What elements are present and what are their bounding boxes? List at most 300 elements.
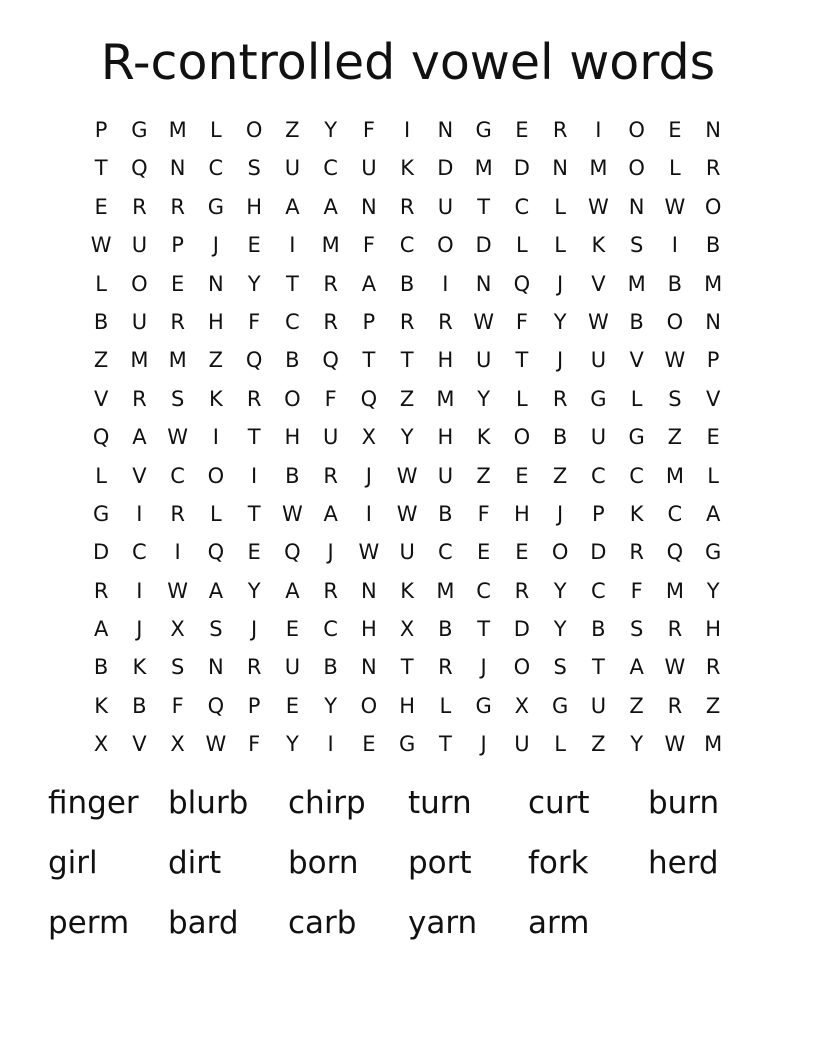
grid-letter: A: [132, 425, 147, 450]
grid-letter: R: [667, 693, 683, 718]
grid-letter: T: [400, 348, 414, 373]
grid-row: [82, 610, 734, 648]
grid-letter: M: [168, 118, 187, 142]
grid-letter: Q: [207, 693, 225, 718]
grid-letter: S: [247, 156, 261, 181]
grid-letter: N: [437, 118, 454, 142]
grid-letter: L: [707, 463, 719, 488]
grid-letter: J: [480, 655, 487, 680]
word-list: [48, 773, 768, 953]
grid-letter: B: [323, 655, 338, 680]
grid-letter: Z: [667, 425, 683, 450]
grid-letter: N: [705, 118, 721, 142]
grid-letter: C: [399, 233, 415, 258]
grid-letter: W: [664, 732, 686, 757]
grid-letter: E: [247, 540, 261, 565]
grid-letter: C: [323, 617, 338, 642]
grid-letter: H: [246, 194, 263, 219]
grid-letter: N: [169, 156, 186, 181]
grid-letter: I: [136, 501, 143, 526]
grid-letter: R: [323, 271, 338, 296]
grid-letter: U: [284, 655, 301, 680]
grid-letter: O: [666, 309, 684, 334]
grid-letter: B: [591, 617, 606, 642]
grid-letter: Z: [591, 732, 606, 757]
grid-letter: R: [552, 118, 568, 142]
grid-letter: N: [361, 655, 377, 680]
grid-letter: O: [513, 655, 531, 680]
grid-letter: O: [628, 118, 645, 142]
grid-letter: M: [436, 386, 455, 411]
grid-letter: J: [557, 348, 564, 373]
grid-letter: L: [516, 386, 528, 411]
grid-letter: L: [630, 386, 643, 411]
grid-row: [82, 687, 734, 725]
grid-letter: Q: [207, 540, 225, 565]
grid-letter: R: [170, 194, 185, 219]
grid-letter: L: [95, 271, 107, 296]
grid-letter: O: [551, 540, 569, 565]
grid-letter: E: [170, 271, 185, 296]
grid-letter: Y: [630, 732, 644, 757]
grid-letter: Q: [322, 348, 339, 373]
grid-letter: H: [284, 425, 301, 450]
grid-letter: A: [285, 194, 300, 219]
grid-letter: L: [554, 732, 566, 757]
grid-letter: W: [281, 501, 303, 526]
grid-letter: H: [437, 425, 454, 450]
grid-letter: N: [628, 194, 645, 219]
grid-letter: M: [436, 578, 455, 603]
grid-letter: D: [93, 540, 110, 565]
grid-letter: R: [705, 156, 721, 181]
grid-letter: F: [248, 732, 261, 757]
grid-row: [82, 188, 734, 226]
grid-letter: J: [557, 501, 564, 526]
grid-letter: E: [706, 425, 720, 450]
grid-letter: X: [514, 693, 530, 718]
grid-letter: V: [132, 463, 147, 488]
grid-letter: W: [396, 463, 418, 488]
grid-letter: R: [170, 501, 185, 526]
grid-letter: O: [513, 425, 531, 450]
grid-letter: M: [589, 156, 608, 181]
grid-letter: E: [285, 693, 300, 718]
grid-letter: P: [362, 309, 376, 334]
grid-letter: L: [554, 233, 566, 258]
grid-letter: I: [442, 271, 449, 296]
grid-letter: G: [131, 118, 148, 142]
grid-letter: G: [551, 693, 569, 718]
grid-letter: U: [437, 463, 454, 488]
word-list-item: herd: [648, 845, 719, 881]
grid-letter: Y: [247, 271, 261, 296]
grid-letter: W: [664, 194, 686, 219]
grid-letter: Y: [285, 732, 299, 757]
grid-letter: R: [705, 655, 721, 680]
grid-letter: T: [515, 348, 529, 373]
grid-letter: R: [93, 578, 109, 603]
grid-letter: K: [476, 425, 491, 450]
grid-letter: F: [171, 693, 184, 718]
grid-letter: Q: [666, 540, 684, 565]
grid-letter: Y: [324, 118, 338, 142]
grid-letter: Q: [131, 156, 148, 181]
word-list-item: arm: [528, 905, 590, 941]
grid-letter: B: [285, 463, 300, 488]
grid-letter: E: [515, 463, 529, 488]
grid-letter: X: [93, 732, 109, 757]
grid-letter: F: [324, 386, 337, 411]
grid-letter: S: [668, 386, 682, 411]
grid-letter: F: [362, 118, 375, 142]
grid-letter: I: [595, 118, 602, 142]
grid-letter: Q: [92, 425, 110, 450]
grid-letter: W: [587, 194, 609, 219]
grid-letter: L: [439, 693, 452, 718]
grid-letter: U: [322, 425, 339, 450]
grid-letter: V: [705, 386, 721, 411]
grid-letter: C: [667, 501, 683, 526]
grid-letter: M: [168, 348, 187, 373]
grid-letter: N: [208, 655, 224, 680]
grid-letter: C: [208, 156, 224, 181]
grid-letter: Z: [476, 463, 491, 488]
grid-letter: B: [438, 501, 453, 526]
word-list-row: [48, 773, 768, 833]
grid-letter: V: [132, 732, 147, 757]
grid-letter: Z: [399, 386, 415, 411]
grid-letter: F: [362, 233, 375, 258]
grid-letter: U: [284, 156, 301, 181]
word-list-item: dirt: [168, 845, 222, 881]
grid-letter: T: [362, 348, 376, 373]
grid-letter: C: [285, 309, 300, 334]
grid-letter: E: [362, 732, 376, 757]
grid-letter: C: [629, 463, 644, 488]
grid-letter: U: [131, 309, 148, 334]
grid-row: [82, 111, 734, 149]
grid-letter: X: [170, 732, 185, 757]
grid-letter: Y: [247, 578, 261, 603]
grid-letter: E: [285, 617, 300, 642]
grid-letter: O: [628, 156, 645, 181]
grid-letter: F: [477, 501, 490, 526]
grid-letter: W: [205, 732, 227, 757]
grid-letter: O: [284, 386, 301, 411]
word-list-item: yarn: [408, 905, 478, 941]
grid-letter: Z: [93, 348, 109, 373]
grid-letter: X: [399, 617, 415, 642]
grid-letter: A: [208, 578, 224, 603]
grid-letter: K: [132, 655, 147, 680]
grid-letter: I: [251, 463, 258, 488]
word-list-item: curt: [528, 785, 590, 821]
grid-letter: N: [361, 578, 377, 603]
grid-letter: I: [327, 732, 334, 757]
grid-letter: C: [170, 463, 185, 488]
word-list-item: port: [408, 845, 472, 881]
grid-letter: U: [514, 732, 530, 757]
grid-letter: C: [476, 578, 491, 603]
grid-letter: X: [361, 425, 377, 450]
grid-letter: C: [132, 540, 147, 565]
grid-letter: B: [132, 693, 147, 718]
grid-letter: M: [474, 156, 493, 181]
grid-letter: G: [704, 540, 722, 565]
grid-letter: A: [285, 578, 300, 603]
grid-letter: W: [664, 348, 686, 373]
grid-letter: A: [93, 617, 109, 642]
grid-letter: U: [361, 156, 377, 181]
grid-letter: W: [664, 655, 686, 680]
grid-letter: V: [591, 271, 606, 296]
grid-letter: E: [515, 540, 529, 565]
grid-letter: A: [705, 501, 721, 526]
grid-letter: G: [398, 732, 416, 757]
grid-row: [82, 457, 734, 495]
grid-letter: Y: [553, 309, 567, 334]
grid-letter: U: [590, 693, 607, 718]
grid-letter: T: [400, 655, 414, 680]
grid-letter: A: [323, 501, 338, 526]
grid-letter: I: [289, 233, 296, 258]
grid-letter: R: [323, 309, 338, 334]
grid-letter: T: [247, 501, 261, 526]
grid-letter: N: [208, 271, 224, 296]
grid-letter: E: [515, 118, 529, 142]
grid-letter: O: [131, 271, 148, 296]
grid-letter: P: [171, 233, 184, 258]
grid-letter: F: [630, 578, 643, 603]
grid-letter: Z: [629, 693, 644, 718]
grid-letter: U: [590, 425, 607, 450]
grid-letter: L: [516, 233, 528, 258]
grid-letter: U: [399, 540, 415, 565]
grid-letter: J: [212, 233, 219, 258]
grid-letter: B: [93, 309, 109, 334]
grid-letter: R: [399, 194, 415, 219]
grid-letter: Y: [477, 386, 491, 411]
grid-letter: E: [668, 118, 682, 142]
grid-letter: T: [477, 194, 491, 219]
word-list-item: chirp: [288, 785, 366, 821]
grid-letter: P: [94, 118, 108, 142]
grid-letter: N: [552, 156, 568, 181]
grid-letter: M: [130, 348, 149, 373]
grid-letter: Y: [400, 425, 414, 450]
grid-letter: S: [553, 655, 567, 680]
grid-letter: I: [136, 578, 143, 603]
grid-letter: I: [365, 501, 372, 526]
grid-letter: W: [167, 425, 188, 450]
grid-letter: R: [438, 309, 453, 334]
grid-letter: Y: [553, 617, 567, 642]
grid-row: [82, 149, 734, 187]
grid-letter: L: [210, 501, 222, 526]
grid-letter: S: [629, 617, 644, 642]
word-list-item: bard: [168, 905, 239, 941]
grid-letter: S: [170, 386, 185, 411]
grid-letter: O: [245, 118, 263, 142]
grid-letter: G: [92, 501, 110, 526]
word-list-item: carb: [288, 905, 357, 941]
grid-letter: D: [513, 156, 530, 181]
grid-letter: H: [705, 617, 722, 642]
grid-letter: P: [706, 348, 720, 373]
grid-letter: H: [207, 309, 224, 334]
grid-letter: W: [396, 501, 418, 526]
grid-letter: B: [399, 271, 415, 296]
grid-letter: G: [590, 386, 607, 411]
grid-letter: H: [437, 348, 454, 373]
grid-letter: M: [704, 732, 723, 757]
grid-letter: G: [207, 194, 225, 219]
grid-letter: X: [170, 617, 185, 642]
page-title: R-controlled vowel words: [100, 34, 716, 91]
grid-letter: D: [513, 617, 530, 642]
grid-letter: R: [132, 194, 147, 219]
grid-letter: G: [475, 693, 492, 718]
grid-letter: B: [552, 425, 568, 450]
grid-letter: R: [323, 463, 338, 488]
grid-letter: Q: [245, 348, 263, 373]
grid-letter: P: [592, 501, 605, 526]
grid-row: [82, 572, 734, 610]
grid-letter: R: [399, 309, 415, 334]
grid-letter: C: [591, 578, 606, 603]
grid-letter: J: [365, 463, 372, 488]
grid-letter: Y: [706, 578, 720, 603]
grid-letter: O: [437, 233, 454, 258]
grid-letter: C: [591, 463, 606, 488]
grid-letter: C: [323, 156, 338, 181]
grid-letter: B: [667, 271, 683, 296]
grid-letter: J: [136, 617, 143, 642]
grid-letter: T: [591, 655, 605, 680]
grid-row: [82, 648, 734, 686]
grid-letter: I: [174, 540, 181, 565]
word-list-item: fork: [528, 845, 589, 881]
grid-letter: U: [131, 233, 148, 258]
grid-letter: N: [705, 309, 721, 334]
grid-letter: R: [323, 578, 338, 603]
grid-row: [82, 341, 734, 379]
grid-letter: R: [438, 655, 453, 680]
grid-row: [82, 418, 734, 456]
grid-letter: W: [473, 309, 494, 334]
grid-letter: F: [248, 309, 261, 334]
grid-letter: Y: [553, 578, 567, 603]
word-list-row: [48, 893, 768, 953]
word-list-item: perm: [48, 905, 130, 941]
grid-letter: M: [321, 233, 340, 258]
grid-letter: W: [90, 233, 112, 258]
grid-letter: R: [552, 386, 568, 411]
grid-letter: K: [208, 386, 223, 411]
grid-letter: S: [170, 655, 185, 680]
grid-letter: M: [665, 578, 684, 603]
letter-grid: [82, 111, 734, 764]
grid-letter: G: [475, 118, 492, 142]
grid-letter: T: [477, 617, 491, 642]
grid-letter: R: [667, 617, 683, 642]
grid-letter: I: [212, 425, 219, 450]
grid-letter: A: [629, 655, 644, 680]
grid-letter: T: [438, 732, 452, 757]
word-list-item: born: [288, 845, 359, 881]
grid-letter: F: [515, 309, 528, 334]
grid-letter: Z: [552, 463, 568, 488]
grid-letter: W: [358, 540, 380, 565]
grid-letter: E: [94, 194, 108, 219]
grid-letter: H: [360, 617, 377, 642]
grid-letter: O: [207, 463, 225, 488]
grid-letter: V: [629, 348, 644, 373]
grid-row: [82, 495, 734, 533]
grid-letter: L: [210, 118, 222, 142]
grid-letter: K: [400, 156, 415, 181]
grid-letter: M: [704, 271, 723, 296]
grid-letter: R: [170, 309, 185, 334]
grid-letter: M: [627, 271, 646, 296]
grid-letter: O: [704, 194, 722, 219]
grid-letter: H: [399, 693, 416, 718]
grid-letter: Q: [513, 271, 531, 296]
grid-letter: A: [323, 194, 338, 219]
word-list-item: blurb: [168, 785, 249, 821]
grid-letter: S: [209, 617, 223, 642]
grid-letter: T: [247, 425, 261, 450]
grid-letter: O: [360, 693, 378, 718]
grid-letter: Q: [284, 540, 301, 565]
grid-letter: D: [437, 156, 454, 181]
word-list-item: girl: [48, 845, 98, 881]
grid-letter: J: [251, 617, 258, 642]
grid-letter: W: [587, 309, 609, 334]
grid-letter: N: [475, 271, 492, 296]
grid-letter: A: [361, 271, 377, 296]
grid-row: [82, 226, 734, 264]
grid-letter: U: [437, 194, 454, 219]
grid-letter: I: [404, 118, 411, 142]
grid-letter: H: [513, 501, 530, 526]
grid-letter: C: [514, 194, 530, 219]
grid-letter: E: [247, 233, 261, 258]
grid-letter: C: [438, 540, 453, 565]
grid-letter: B: [285, 348, 300, 373]
grid-letter: Z: [208, 348, 224, 373]
grid-letter: B: [629, 309, 644, 334]
grid-letter: L: [95, 463, 107, 488]
grid-row: [82, 725, 734, 763]
grid-letter: Y: [324, 693, 338, 718]
grid-letter: Q: [360, 386, 378, 411]
word-list-row: [48, 833, 768, 893]
grid-row: [82, 380, 734, 418]
grid-letter: J: [480, 732, 487, 757]
grid-letter: B: [705, 233, 721, 258]
grid-letter: T: [285, 271, 299, 296]
grid-letter: N: [361, 194, 377, 219]
grid-letter: D: [590, 540, 607, 565]
grid-letter: E: [476, 540, 491, 565]
grid-letter: U: [590, 348, 607, 373]
grid-letter: W: [167, 578, 188, 603]
grid-letter: R: [514, 578, 530, 603]
grid-letter: K: [94, 693, 109, 718]
grid-letter: R: [629, 540, 644, 565]
